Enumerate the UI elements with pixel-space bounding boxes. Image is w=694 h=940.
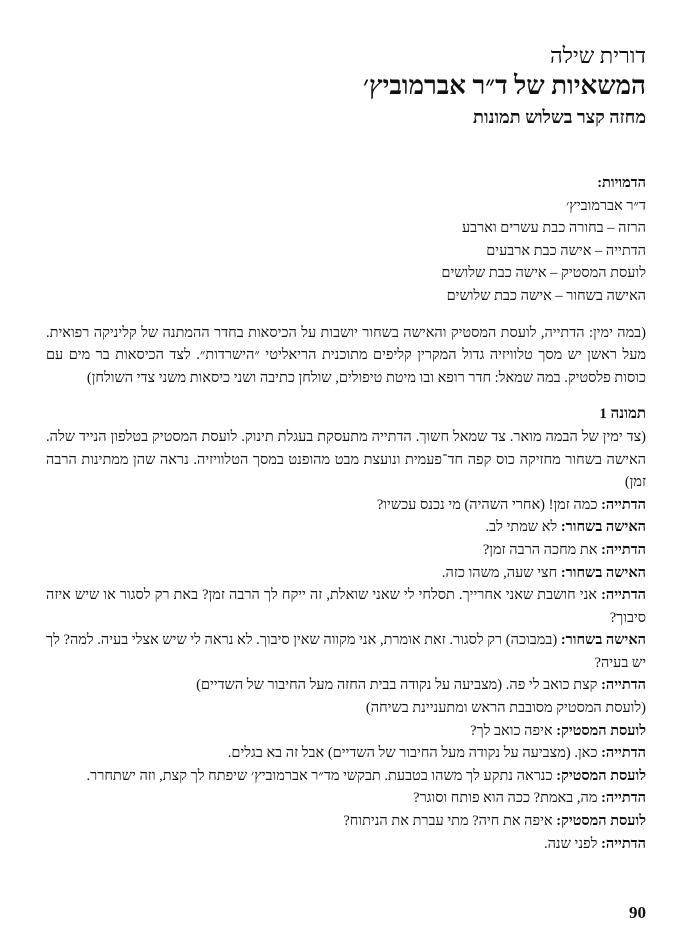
cast-item: האישה בשחור – אישה כבת שלושים: [446, 287, 646, 304]
line-text: מה, באמת? ככה הוא פותח וסוגר?: [413, 790, 598, 807]
speaker-name: הדתייה:: [601, 496, 646, 513]
dialogue-line: [46, 562, 646, 585]
line-text: את מחכה הרבה זמן?: [482, 541, 598, 558]
speaker-name: לועסת המסטיק:: [556, 767, 646, 784]
dialogue-line: [46, 629, 646, 674]
line-text: כנראה נתקע לך משהו בטבעת. תבקשי מד״ר אברמוביץ׳ שיפתח לך קצת, וזה ישתחרר.: [86, 767, 553, 784]
dialogue-line: [46, 516, 646, 539]
line-text: כאן. (מצביעה על נקודה מעל החיבור של השדיים) אבל זה בא בגלים.: [227, 745, 598, 762]
cast-item: הרזה – בחורה כבת עשרים וארבע: [461, 220, 646, 237]
line-text: (לועסת המסטיק מסובבת הראש ומתעניינת בשיחה): [365, 700, 646, 717]
header: [363, 42, 646, 130]
dialogue-line: [46, 494, 646, 517]
speaker-name: הדתייה:: [601, 677, 646, 694]
line-text: אני חושבת שאני אחרייך. תסלחי לי שאני שואלת, זה ייקח לך הרבה זמן? באת רק לסגור או שיש איזה סיבוך?: [46, 587, 646, 626]
speaker-name: האישה בשחור:: [560, 519, 646, 536]
dialogue-line: [46, 674, 646, 697]
dialogue-line: [46, 810, 646, 833]
play-subtitle: מחזה קצר בשלוש תמונות: [473, 107, 646, 127]
dialogue-line: [46, 787, 646, 810]
speaker-name: הדתייה:: [601, 745, 646, 762]
speaker-name: האישה בשחור:: [560, 564, 646, 581]
cast-item: הדתייה – אישה כבת ארבעים: [486, 242, 646, 259]
author-name: דורית שילה: [550, 43, 646, 68]
line-text: (במבוכה) רק לסגור. זאת אומרת, אני מקווה שאין סיבוך. לא נראה לי שיש אצלי בעיה. למה? לך יש בעיה?: [45, 632, 646, 671]
dialogue-line: [46, 539, 646, 562]
line-text: חצי שעה, משהו כזה.: [441, 564, 558, 581]
line-text: איפה את חיה? מתי עברת את הניתוח?: [343, 813, 553, 830]
speaker-name: הדתייה:: [601, 587, 647, 604]
dialogue-line: [46, 742, 646, 765]
line-text: כמה זמן! (אחרי השהיה) מי נכנס עכשיו?: [376, 496, 598, 513]
speaker-name: הדתייה:: [601, 835, 646, 852]
speaker-name: הדתייה:: [601, 790, 646, 807]
page-number: 90: [629, 903, 646, 922]
scene-heading: תמונה 1: [599, 406, 646, 423]
cast-item: לועסת המסטיק – אישה כבת שלושים: [441, 265, 646, 282]
line-text: איפה כואב לך?: [470, 722, 553, 739]
cast-list: [46, 195, 646, 308]
dialogue-line: [46, 584, 646, 629]
line-text: לפני שנה.: [543, 835, 598, 852]
speaker-name: האישה בשחור:: [560, 632, 646, 649]
dialogue: [46, 494, 646, 856]
document-body: [46, 172, 646, 855]
dialogue-line: [46, 697, 646, 720]
line-text: קצת כואב לי פה. (מצביעה על נקודה בבית החזה מעל החיבור של השדיים): [196, 677, 598, 694]
speaker-name: לועסת המסטיק:: [556, 813, 646, 830]
scene-direction: (צד ימין של הבמה מואר. צד שמאל חשוך. הדתייה מתעסקת בעגלת תינוק. לועסת המסטיק בטלפון הנייד שלה. האישה בשחור מחזיקה כוס קפה חד־פעמית ונועצת מבט מהופנט במסך הטלוויזיה. נראה שהן ממתינות הרבה זמן): [46, 428, 646, 491]
play-title: המשאיות של ד״ר אברמוביץ׳: [363, 71, 646, 100]
dialogue-line: [46, 833, 646, 856]
stage-direction: (במה ימין: הדתייה, לועסת המסטיק והאישה בשחור יושבות על הכיסאות בחדר ההמתנה של קליניקה רפואית. מעל ראשן יש מסך טלוויזיה גדול המקרין קליפים מתוכנית הריאליטי ״הישרדות״. לצד הכיסאות בר מים עם כוסות פלסטיק. במה שמאל: חדר רופא ובו מיטת טיפולים, שולחן כתיבה ושני כיסאות משני צדי השולחן): [46, 324, 646, 386]
line-text: לא שמתי לב.: [485, 519, 558, 536]
speaker-name: הדתייה:: [601, 541, 646, 558]
cast-item: ד״ר אברמוביץ׳: [565, 197, 646, 214]
speaker-name: לועסת המסטיק:: [556, 722, 646, 739]
dialogue-line: [46, 765, 646, 788]
dialogue-line: [46, 720, 646, 743]
cast-heading: הדמויות:: [597, 175, 646, 191]
